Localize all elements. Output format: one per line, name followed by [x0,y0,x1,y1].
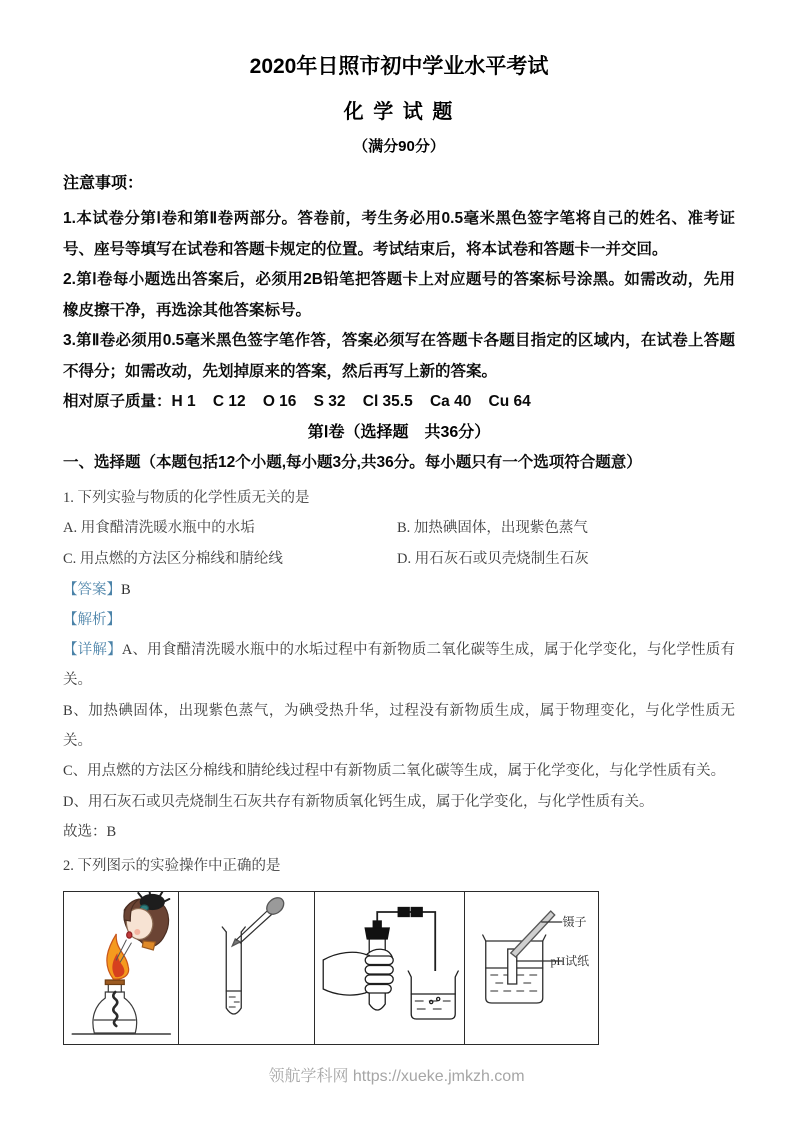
analysis-label: 【解析】 [63,611,121,628]
answer-label: 【答案】 [63,581,121,598]
question-2-diagram-table [63,891,599,1045]
subject-title: 化 学 试 题 [343,101,455,123]
page-title: 2020年日照市初中学业水平考试 [249,55,549,78]
detail-text-a: A、用食醋清洗暖水瓶中的水垢过程中有新物质二氧化碳等生成，属于化学变化，与化学性质有关。 [63,642,736,689]
tweezers-label: 镊子 [562,915,587,930]
question-1-options [63,513,735,575]
option-d: D. 用石灰石或贝壳烧制生石灰 [397,550,589,567]
notice-item-3: 3.第Ⅱ卷必须用0.5毫米黑色签字笔作答，答案必须写在答题卡各题目指定的区域内，在试卷上答题不得分；如需改动，先划掉原来的答案，然后再写上新的答案。 [63,332,735,380]
diagram-cell-c [315,892,464,1044]
diagram-cell-b [179,892,315,1044]
test-tube-gas-to-beaker-icon [315,892,463,1044]
conclusion-line: 故选：B [63,823,117,840]
option-b: B. 加热碘固体，出现紫色蒸气 [397,519,588,536]
notice-item-2: 2.第Ⅰ卷每小题选出答案后，必须用2B铅笔把答题卡上对应题号的答案标号涂黑。如需改动，先用橡皮擦干净，再选涂其他答案标号。 [63,271,735,319]
answer-value: B [121,581,131,598]
question-2-stem: 2. 下列图示的实验操作中正确的是 [63,858,281,875]
blow-out-alcohol-lamp-icon [64,892,178,1044]
detail-line-a [63,635,735,696]
detail-label: 【详解】 [63,642,122,659]
page-content [63,0,735,1045]
question-1-stem: 1. 下列实验与物质的化学性质无关的是 [63,489,310,506]
choice-section-heading: 一、选择题（本题包括12个小题,每小题3分,共36分。每小题只有一个选项符合题意） [63,454,642,471]
notice-heading: 注意事项： [63,175,144,192]
score-note: （满分90分） [353,138,445,155]
site-watermark: 领航学科网 https://xueke.jmkzh.com [268,1068,525,1085]
diagram-cell-d [465,892,599,1044]
diagram-cell-a [64,892,179,1044]
relative-atomic-mass-line: 相对原子质量：H 1 C 12 O 16 S 32 Cl 35.5 Ca 40 Cu 64 [63,393,531,410]
option-c: C. 用点燃的方法区分棉线和腈纶线 [63,550,283,567]
detail-line-c: C、用点燃的方法区分棉线和腈纶线过程中有新物质二氧化碳等生成，属于化学变化，与化学性质有关。 [63,763,726,780]
ph-paper-label: pH试纸 [550,954,590,969]
detail-line-b: B、加热碘固体，出现紫色蒸气，为碘受热升华，过程没有新物质生成，属于物理变化，与化学性质无关。 [63,702,735,749]
part1-heading: 第Ⅰ卷（选择题 共36分） [307,423,491,441]
dropper-over-test-tube-icon [179,892,314,1044]
analysis-label-line [63,605,735,635]
answer-line [63,575,735,605]
detail-line-d: D、用石灰石或贝壳烧制生石灰共存有新物质氧化钙生成，属于化学变化，与化学性质有关。 [63,793,654,810]
option-a: A. 用食醋清洗暖水瓶中的水垢 [63,519,255,536]
notice-item-1: 1.本试卷分第Ⅰ卷和第Ⅱ卷两部分。答卷前，考生务必用0.5毫米黑色签字笔将自己的姓名、准考证号、座号等填写在试卷和答题卡规定的位置。考试结束后，将本试卷和答题卡一并交回。 [63,210,735,258]
